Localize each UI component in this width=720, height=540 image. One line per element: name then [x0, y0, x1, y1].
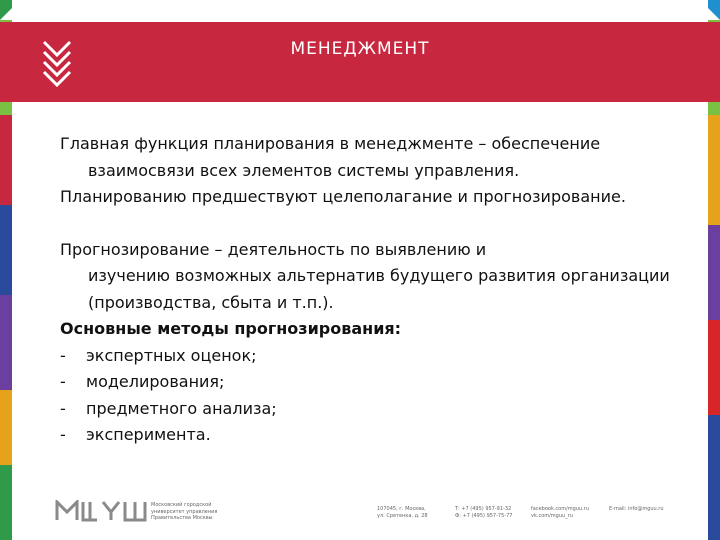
slide-content [60, 131, 700, 449]
list-item [60, 369, 700, 396]
slide-title: МЕНЕДЖМЕНТ [290, 39, 430, 59]
facebook-link[interactable]: facebook.com/mguu.ru [531, 506, 589, 512]
vk-link[interactable]: vk.com/mguu_ru [531, 513, 573, 519]
footer-social-links [531, 506, 589, 520]
header-bar [0, 22, 720, 102]
list-item-text: эксперимента. [86, 425, 211, 444]
list-item [60, 343, 700, 370]
list-dash: - [60, 425, 66, 444]
para2: Планированию предшествуют целеполагание и прогнозирование. [60, 187, 626, 206]
footer-org-name: Московский городской университет управления Правительства Москвы [151, 502, 218, 521]
para3-line2: изучению возможных альтернатив будущего развития организации [88, 266, 670, 285]
methods-heading: Основные методы прогнозирования: [60, 319, 402, 338]
footer-email [609, 506, 664, 513]
list-item [60, 396, 700, 423]
footer-address: 107045, г. Москва, ул. Сретенка, д. 28 [377, 506, 428, 519]
list-item-text: моделирования; [86, 372, 225, 391]
list-dash: - [60, 372, 66, 391]
list-item [60, 422, 700, 449]
para3-line1: Прогнозирование – деятельность по выявлению и [60, 239, 487, 259]
para1-line2: взаимосвязи всех элементов системы управления. [88, 160, 520, 180]
para1-line1: Главная функция планирования в менеджменте – обеспечение [60, 134, 601, 153]
para3-line3: (производства, сбыта и т.п.). [88, 292, 334, 312]
footer [55, 497, 695, 527]
list-item-text: предметного анализа; [86, 398, 277, 418]
list-dash: - [60, 345, 66, 365]
list-dash: - [60, 398, 66, 418]
list-item-text: экспертных оценок; [86, 345, 257, 365]
university-logo [55, 500, 147, 522]
email-link[interactable]: E-mail: info@mguu.ru [609, 506, 664, 512]
footer-phones: Т: +7 (495) 957-91-32 Ф: +7 (495) 957-75-77 [455, 506, 513, 519]
